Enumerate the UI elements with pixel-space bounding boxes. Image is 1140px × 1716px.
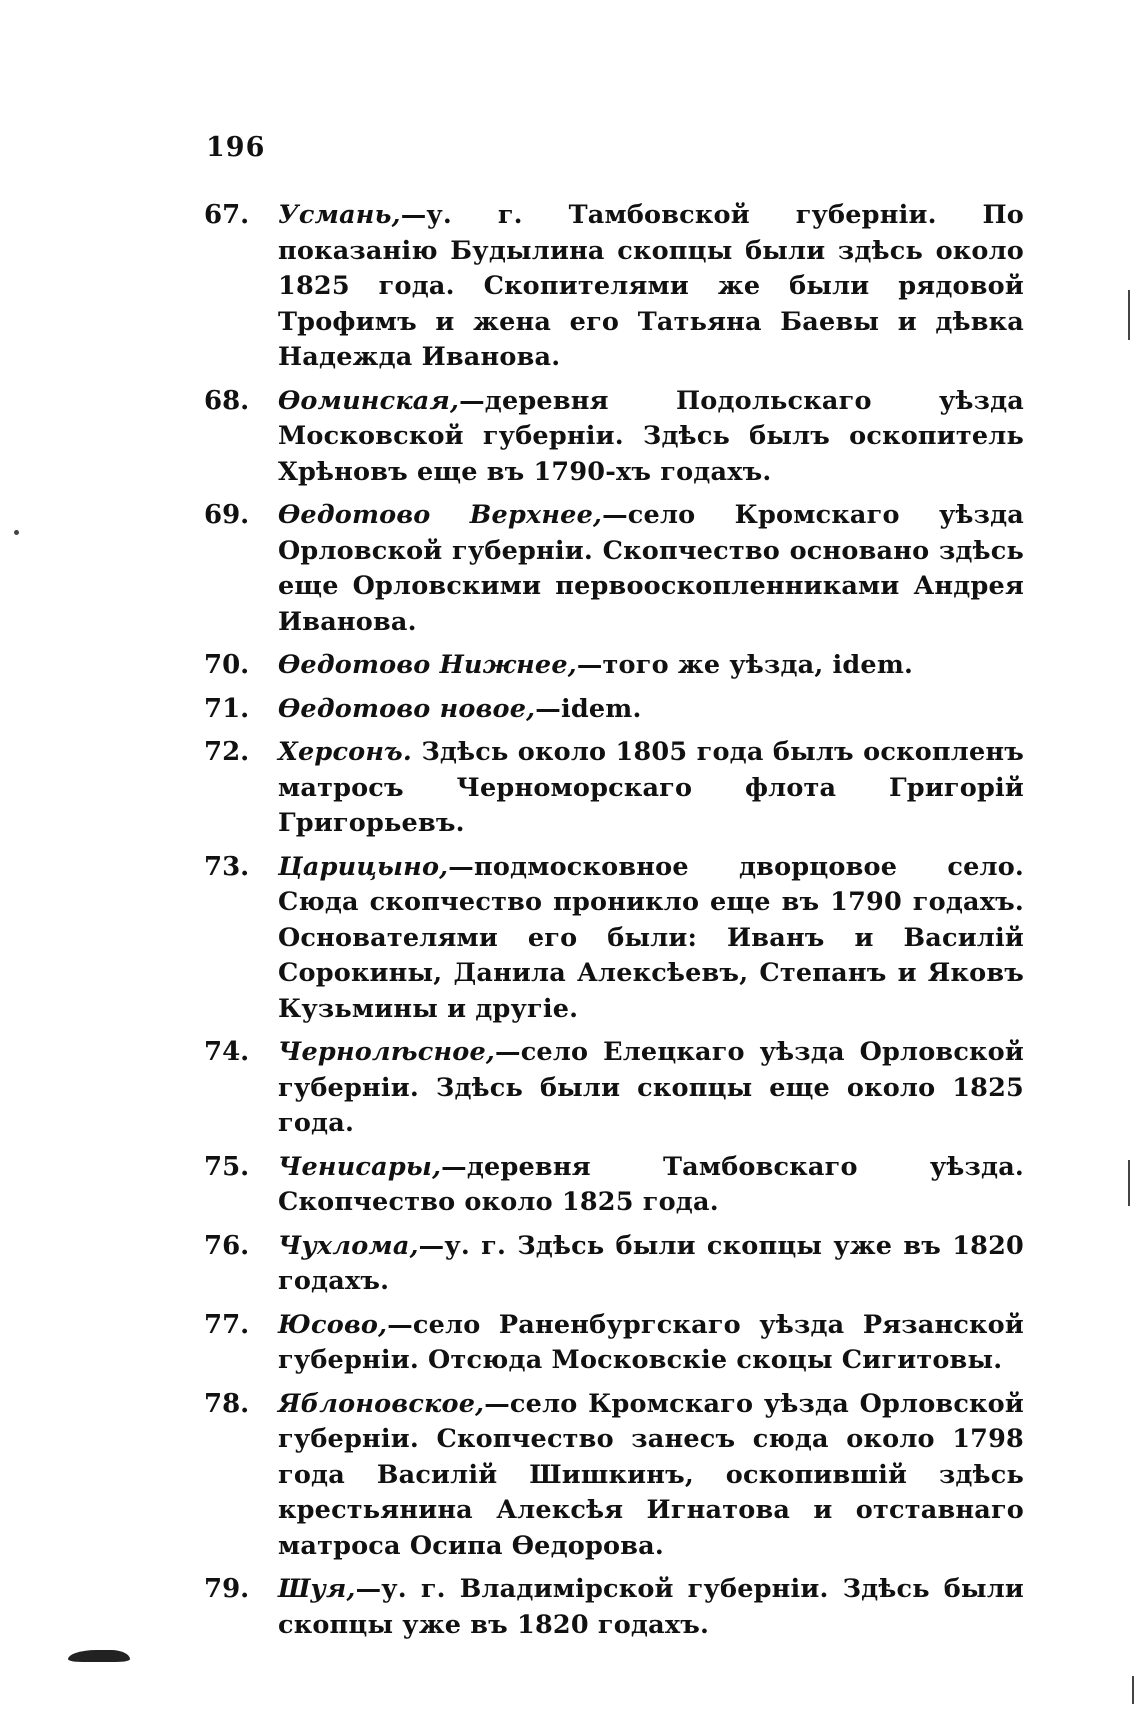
list-item (204, 1572, 1024, 1643)
place-name: Ѳедотово новое, (278, 693, 536, 724)
entry-text (278, 1572, 1024, 1643)
entry-description: —деревня Тамбовскаго уѣзда. Скопчество около 1825 года. (278, 1151, 1024, 1217)
scan-mark (1128, 290, 1130, 340)
place-name: Ѳоминская, (278, 385, 460, 416)
entry-description: Здѣсь около 1805 года былъ оскопленъ матросъ Черноморскаго флота Григорій Григорьевъ. (278, 737, 1024, 838)
entry-number: 73. (204, 851, 250, 882)
place-name: Яблоновское, (278, 1388, 485, 1419)
entry-number: 75. (204, 1151, 250, 1182)
entry-number: 70. (204, 650, 250, 680)
entry-number: 71. (204, 693, 250, 724)
entry-number: 77. (204, 1309, 250, 1340)
place-name: Чернолѣсное, (278, 1037, 495, 1067)
entry-number: 68. (204, 385, 250, 416)
entry-list (204, 198, 1024, 1651)
entry-number: 78. (204, 1388, 250, 1419)
entry-text (278, 1150, 1024, 1221)
entry-number: 69. (204, 500, 250, 530)
entry-number: 72. (204, 737, 250, 767)
entry-description: —idem. (535, 693, 642, 724)
entry-text (278, 1035, 1024, 1142)
entry-text (278, 648, 1024, 684)
list-item (204, 384, 1024, 491)
place-name: Юсово, (278, 1309, 388, 1340)
scan-smudge (68, 1650, 130, 1662)
list-item (204, 498, 1024, 640)
scan-mark (14, 530, 19, 535)
list-item (204, 1387, 1024, 1565)
place-name: Херсонъ. (278, 737, 412, 767)
entry-number: 67. (204, 200, 250, 230)
entry-text (278, 1229, 1024, 1300)
entry-description: —село Елецкаго уѣзда Орловской губерніи. Здѣсь были скопцы еще около 1825 года. (278, 1037, 1024, 1138)
list-item (204, 1150, 1024, 1221)
list-item (204, 1035, 1024, 1142)
list-item (204, 692, 1024, 728)
entry-number: 74. (204, 1037, 250, 1067)
entry-description: —у. г. Здѣсь были скопцы уже въ 1820 годахъ. (278, 1230, 1024, 1296)
entry-text (278, 850, 1024, 1028)
entry-description: —село Кромскаго уѣзда Орловской губерніи. Скопчество занесъ сюда около 1798 года Василій Шишкинъ, оскопившій здѣсь крестьянина Алексѣя Игнатова и отставнаго матроса Осипа Ѳедорова. (278, 1388, 1024, 1561)
page-number: 196 (206, 132, 266, 163)
entry-text (278, 735, 1024, 842)
entry-description: —того же уѣзда, idem. (576, 650, 914, 680)
entry-text (278, 692, 1024, 728)
entry-description: —у. г. Тамбовской губерніи. По показанію Будылина скопцы были здѣсь около 1825 года. Скопителями же были рядовой Трофимъ и жена его Татьяна Баевы и дѣвка Надежда Иванова. (278, 200, 1024, 372)
list-item (204, 1308, 1024, 1379)
place-name: Ченисары, (278, 1151, 442, 1182)
entry-text (278, 198, 1024, 376)
entry-description: —деревня Подольскаго уѣзда Московской губерніи. Здѣсь былъ оскопитель Хрѣновъ еще въ 1790-хъ годахъ. (278, 385, 1024, 487)
entry-description: —у. г. Владимірской губерніи. Здѣсь были скопцы уже въ 1820 годахъ. (278, 1574, 1024, 1640)
entry-number: 79. (204, 1574, 250, 1604)
entry-number: 76. (204, 1230, 250, 1261)
entry-text (278, 498, 1024, 640)
place-name: Царицыно, (278, 851, 449, 882)
scan-mark (1128, 1160, 1130, 1206)
place-name: Усмань, (278, 200, 401, 230)
entry-text (278, 1308, 1024, 1379)
entry-text (278, 384, 1024, 491)
list-item (204, 198, 1024, 376)
list-item (204, 735, 1024, 842)
scan-mark (1132, 1676, 1134, 1704)
list-item (204, 850, 1024, 1028)
entry-description: —село Раненбургскаго уѣзда Рязанской губерніи. Отсюда Московскіе скоцы Сигитовы. (278, 1309, 1024, 1375)
list-item (204, 1229, 1024, 1300)
entry-description: —село Кромскаго уѣзда Орловской губерніи. Скопчество основано здѣсь еще Орловскими первооскопленниками Андрея Иванова. (278, 500, 1024, 637)
place-name: Чухлома, (278, 1230, 419, 1261)
place-name: Ѳедотово Верхнее, (278, 500, 603, 530)
entry-description: —подмосковное дворцовое село. Сюда скопчество проникло еще въ 1790 годахъ. Основателями его были: Иванъ и Василій Сорокины, Данила Алексѣевъ, Степанъ и Яковъ Кузьмины и другіе. (278, 851, 1024, 1024)
place-name: Шуя, (278, 1574, 356, 1604)
list-item (204, 648, 1024, 684)
entry-text (278, 1387, 1024, 1565)
place-name: Ѳедотово Нижнее, (278, 650, 577, 680)
